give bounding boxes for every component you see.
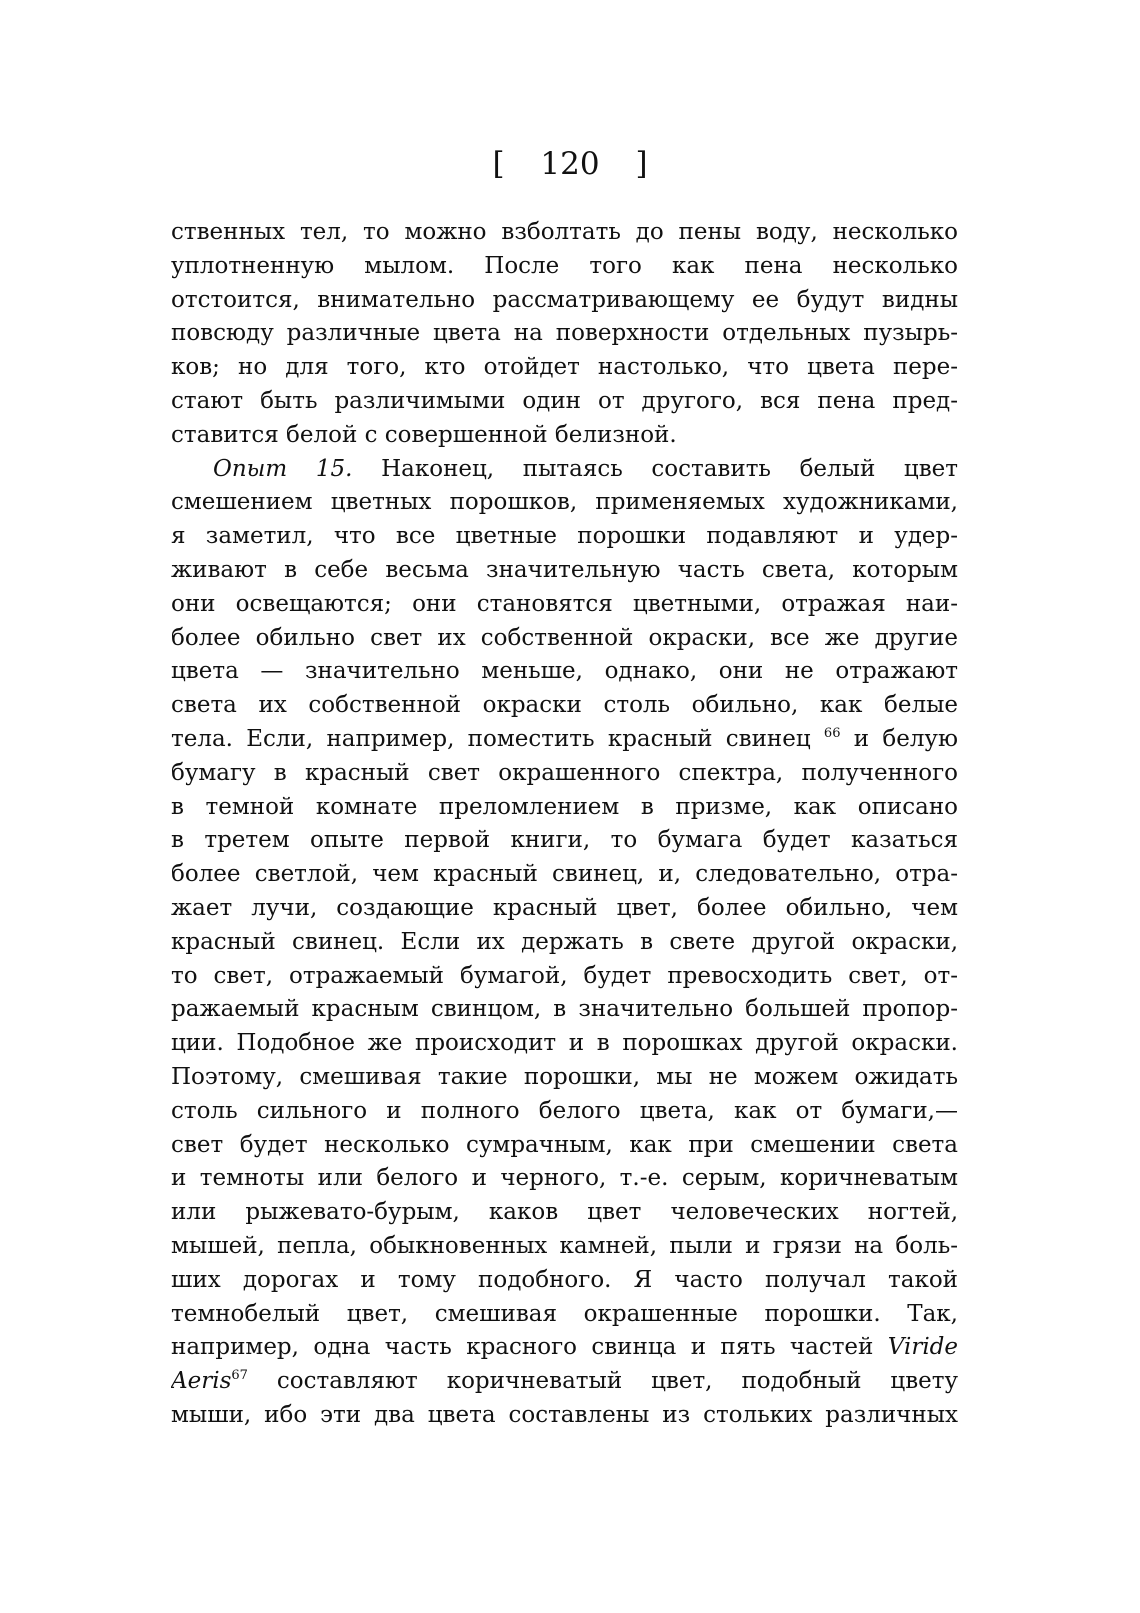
text-line: жает лучи, создающие красный цвет, более обильно, чем bbox=[171, 894, 958, 921]
text-line: более светлой, чем красный свинец, и, следовательно, отра- bbox=[171, 861, 958, 888]
text-line: ражаемый красным свинцом, в значительно большей пропор- bbox=[171, 996, 958, 1023]
body-text bbox=[171, 216, 958, 1433]
text-line: темнобелый цвет, смешивая окрашенные порошки. Так, bbox=[171, 1300, 958, 1327]
text-line: отстоится, внимательно рассматривающему ее будут видны bbox=[171, 286, 958, 313]
text-line: в темной комнате преломлением в призме, как описано bbox=[171, 793, 958, 820]
footnote-66-line bbox=[171, 723, 958, 757]
text-line: Поэтому, смешивая такие порошки, мы не можем ожидать bbox=[171, 1063, 958, 1090]
open-bracket: [ bbox=[492, 146, 505, 182]
text-line: уплотненную мылом. После того как пена несколько bbox=[171, 252, 958, 279]
text-line: ших дорогах и тому подобного. Я часто получал такой bbox=[171, 1266, 958, 1293]
text-line: красный свинец. Если их держать в свете другой окраски, bbox=[171, 928, 958, 955]
text-line: я заметил, что все цветные порошки подавляют и удер- bbox=[171, 523, 958, 550]
close-bracket: ] bbox=[635, 146, 648, 182]
footnote-ref-66: 66 bbox=[823, 725, 841, 741]
text-line-before-viride: например, одна часть красного свинца и пять частей bbox=[171, 1334, 874, 1361]
text-line: то свет, отражаемый бумагой, будет превосходить свет, от- bbox=[171, 962, 958, 989]
viride-line bbox=[171, 1331, 958, 1365]
aeris-word: Aeris bbox=[171, 1368, 232, 1395]
text-line: стают быть различимыми один от другого, вся пена пред- bbox=[171, 387, 958, 414]
aeris-line bbox=[171, 1365, 958, 1399]
text-line: столь сильного и полного белого цвета, как от бумаги,— bbox=[171, 1097, 958, 1124]
text-line: смешением цветных порошков, применяемых художниками, bbox=[171, 489, 958, 516]
aeris-line-rest: составляют коричневатый цвет, подобный цвету bbox=[276, 1368, 958, 1395]
page-number bbox=[0, 140, 1140, 188]
text-line: света их собственной окраски столь обильно, как белые bbox=[171, 692, 958, 719]
text-line: ставится белой с совершенной белизной. bbox=[171, 421, 677, 448]
text-line: ков; но для того, кто отойдет настолько, что цвета пере- bbox=[171, 354, 958, 381]
viride-word: Viride bbox=[887, 1334, 958, 1361]
text-line: более обильно свет их собственной окраски, все же другие bbox=[171, 624, 958, 651]
text-line: бумагу в красный свет окрашенного спектра, полученного bbox=[171, 759, 958, 786]
text-line: и темноты или белого и черного, т.-е. серым, коричневатым bbox=[171, 1165, 958, 1192]
text-line: мышей, пепла, обыкновенных камней, пыли и грязи на боль- bbox=[171, 1232, 958, 1259]
text-line: ственных тел, то можно взболтать до пены воду, несколько bbox=[171, 219, 958, 245]
experiment-line-rest: Наконец, пытаясь составить белый цвет bbox=[381, 455, 958, 482]
text-line: живают в себе весьма значительную часть света, которым bbox=[171, 556, 958, 583]
text-line: в третем опыте первой книги, то бумага будет казаться bbox=[171, 827, 958, 854]
text-line: мыши, ибо эти два цвета составлены из стольких различных bbox=[171, 1401, 958, 1428]
footnote-ref-67: 67 bbox=[231, 1368, 248, 1384]
experiment-line bbox=[171, 453, 958, 487]
text-line: цвета — значительно меньше, однако, они не отражают bbox=[171, 658, 958, 685]
footnote-line-after: и белую bbox=[853, 725, 958, 752]
page-number-value: 120 bbox=[540, 146, 600, 182]
text-line: повсюду различные цвета на поверхности отдельных пузырь- bbox=[171, 320, 958, 347]
text-line: ции. Подобное же происходит и в порошках другой окраски. bbox=[171, 1030, 958, 1057]
text-line: они освещаются; они становятся цветными, отражая наи- bbox=[171, 590, 958, 617]
experiment-label: Опыт 15. bbox=[213, 455, 353, 482]
text-line: или рыжевато-бурым, каков цвет человеческих ногтей, bbox=[171, 1199, 958, 1226]
text-line: свет будет несколько сумрачным, как при смешении света bbox=[171, 1131, 958, 1158]
footnote-line-before: тела. Если, например, поместить красный свинец bbox=[171, 725, 811, 752]
